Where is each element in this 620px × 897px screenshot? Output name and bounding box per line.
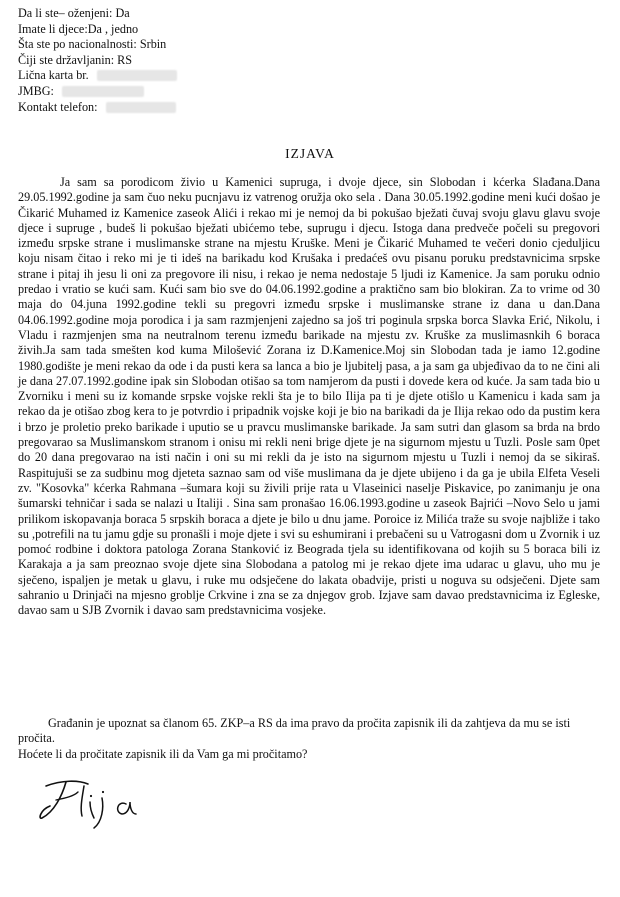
info-children: Imate li djece:Da , jedno <box>18 21 139 36</box>
redacted-jmbg <box>62 86 144 97</box>
info-citizenship: Čiji ste državljanin: RS <box>18 52 133 67</box>
document-title: IZJAVA <box>285 146 335 161</box>
info-line-married <box>18 6 177 22</box>
statement-paragraph: Ja sam sa porodicom živio u Kamenici suprugа, i dvoje djece, sin Slobodan i kćerka Slađana.Dana 29.05.1992.godine ja sam čuo neku pucnjavu iz vatrenog oružja oko sela . Dana 30.05.1992.godine meni kući došao je Čikarić Muhamed iz Kamenice zaseok Alići i rekao mi je nemoj da bi pokušao bježati čuvaj svoju glavu glavu svoje djece i supruge , budeš li pokušao bježati ubićemo tebe, suprugu i djecu. Istoga dana predveče počeli su pregovori između srpske strane i muslimanske strane na mjestu Kruške. Meni je Čikarić Muhamed te večeri donio cjeduljicu koju nisam čitao i reko mi je ti ideš na barikadu kod Krušaka i predaćeš ovu pisanu poruku predstavnicima srpske strane i pitaj ih jesu li oni za pregovore ili nisu, i rekao je nema nedostaje 5 ljudi iz Kamenice. Ja sam poruku odnio predao i vratio se kući sam. Kući sam bio sve do 04.06.1992.godine a praktično sam bio blokiran. Za to vrime od 30 maja do 04.juna 1992.godine tekli su pregovri između srpske i muslimanske strane iz dana u dan.Dana 04.06.1992.godine moja porodica i ja sam razmjenjeni zajedno sa još tri poginula srpska borca Slavka Erić, Nikolu, i Vladu i razmjenjen sma na neutralnom terenu između barikade na mjestu zv. Kruške za muslimasnkih 6 boraca živih.Ja sam tada smešten kod kuma Milošević Zorana iz D.Kamenice.Moj sin Slobodan tada je iamo 12.godine 1980.godište je meni rekao da ode i da pusti kera sa lanca a bio je ljubitelj pasa, a ja sam ga ubjeđivao da to ne čini ali je dana 27.07.1992.godine ipak sin Slobodan otišao sa tom namjerom da pusti i dovede kera od kuće. Ja sam tada bio u Zvorniku i meni su iz komande srpske vojske rekli šta je to bilo Ilija pa ti je djete otišlo u Kamenicu i kada sam ja rekao da je otišao zbog kera to je potvrdio i pripadnik vojske koji je bio na barikadi da je Ilija rekao odo da pustim kera i brzo je proletio preko barikade i uputio se u pravcu muslimanske barikade. Ja sam sutri dan glasom sa brda na brdo pregovarao sa Muslimanskom stranom i onisu mi rekli neni brige djete je na sigurnom mjestu u Tuzli. Posle sam 0pet do 20 dana pregovarao na isti način i oni su mi rekli da je isto na sigurnom mjestu u Tuzli i nemoj da se sikiraš. Raspitujuši se za sudbinu mog djeteta saznao sam od više muslimana da je djete ubijeno i da ga je ubila Elfeta Veseli zv. "Kosovka" kćerka Rahmana –šumara koji su živili prije rata u Vlaseinici naselje Piskavice, po zanimanju je ona šumarski tehničar i sada se nalazi u Italiji . Sina sam pronašao 16.06.1993.godine u zaseok Bajrići –Novo Selo u jami prilikom iskopavanja boraca 5 srpskih boraca a djete je bilo u dnu jame. Poroice iz Milića traže su svoje najbliže i tako su ,potrefili na tu jamu gdje su pronašli i moje djete i svi su eshumirani i prebačeni su u Vatrogasni dom u Zvornik i uz pomoć rodbine i doktora patologa Zorana Stanković iz Beograda tjela su identifikovana od kojih su 5 boraca bili iz Karakaja a ja sam preoznao svoje djete sina Slobodana a patolog mi je rekao djete ima udarac u glavu, uho mu je sječeno, ispaljen je metak u glavu, i ruke mu odsječene do lakata obadvije, pristi u noguva su odsječeni. Djete sam sahranio u Drinjači na mjesno groblje Crkvine i zna se za dnjegov grob. Izjave sam davao predstavnicima iz Egleske, davao sam u SJB Zvornik i davao sam predstavnicima vosjeke. <box>18 175 600 618</box>
info-line-citizenship <box>18 53 177 69</box>
reading-question: Hoćete li da pročitate zapisnik ili da Vam ga mi pročitamo? <box>18 746 308 761</box>
info-line-jmbg <box>18 84 177 100</box>
handwritten-signature <box>32 772 182 832</box>
info-jmbg-label: JMBG: <box>18 83 54 98</box>
info-line-phone <box>18 100 177 116</box>
statement-body <box>18 175 600 619</box>
redacted-id-number <box>97 70 177 81</box>
info-married: Da li ste– oženjeni: Da <box>18 6 130 20</box>
info-phone-label: Kontakt telefon: <box>18 99 98 114</box>
info-line-children <box>18 22 177 38</box>
info-line-id-card <box>18 68 177 84</box>
info-id-card-label: Lična karta br. <box>18 68 89 83</box>
personal-info-block <box>18 6 177 115</box>
legal-notice: Građanin je upoznat sa članom 65. ZKP–a RS da ima pravo da pročita zapisnik ili da zahtjeva da mu se isti pročita. <box>18 716 571 746</box>
info-nationality: Šta ste po nacionalnosti: Srbin <box>18 37 167 52</box>
redacted-phone <box>106 102 176 113</box>
info-line-nationality <box>18 37 177 53</box>
footer-block <box>18 716 600 762</box>
